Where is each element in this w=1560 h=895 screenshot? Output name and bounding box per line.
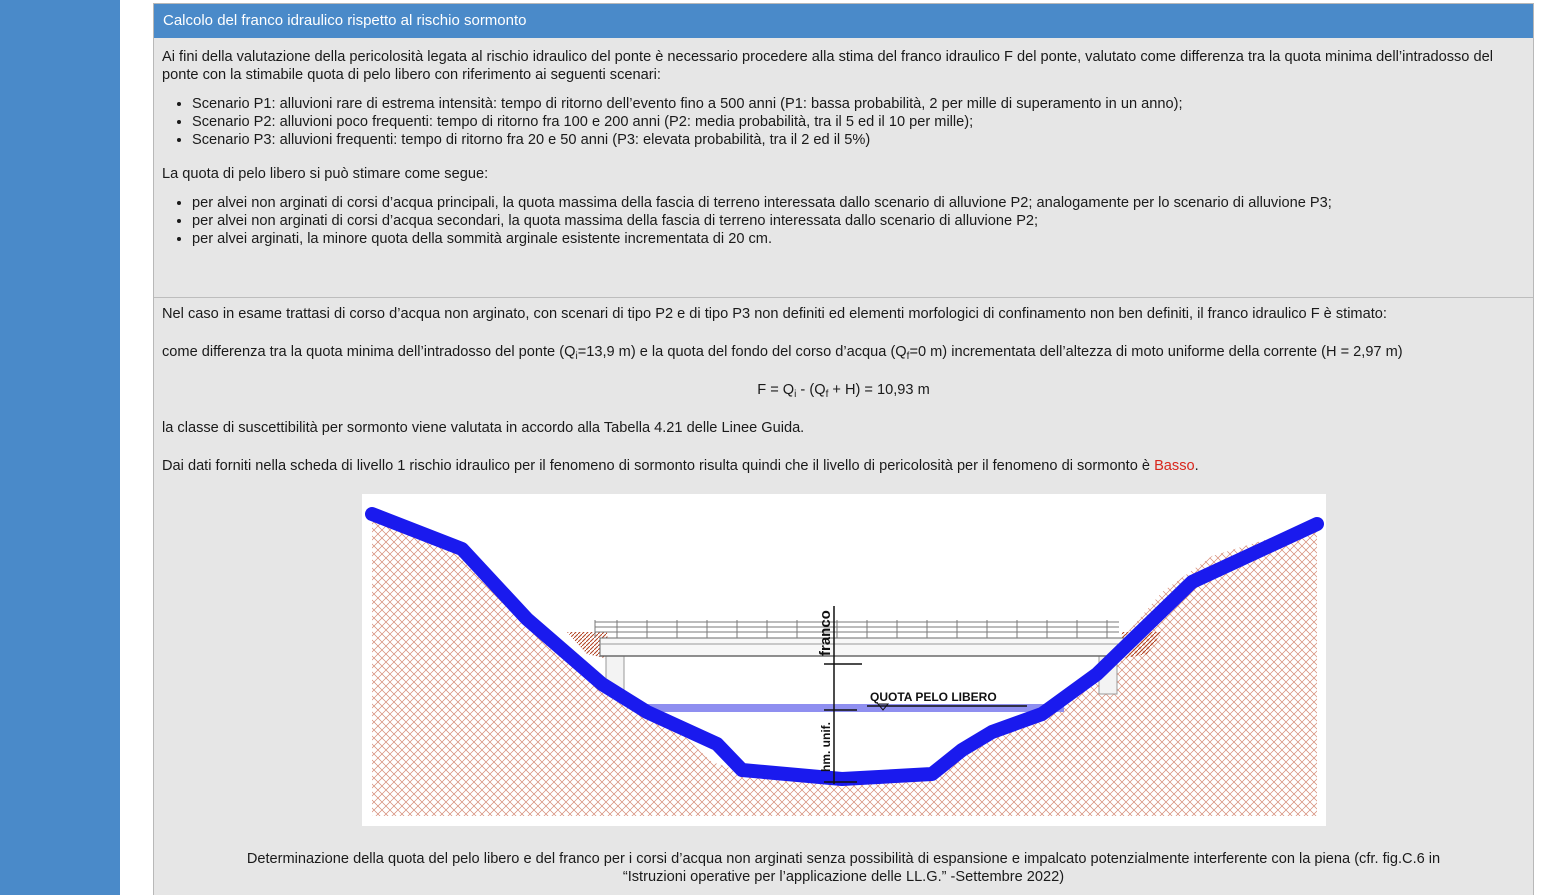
panel-header [154, 4, 1533, 38]
formula: $F = Q_i - (Q_f + H) = 10,93$ m [757, 382, 930, 400]
panel-title: Calcolo del franco idraulico rispetto al rischio sormonto [163, 12, 527, 29]
hm-unif-label: hm. unif. [819, 722, 833, 772]
list-item: • Scenario P3: alluvioni frequenti: tempo di ritorno fra 20 e 50 anni (P3: elevata probabilità, tra il 2 ed il 5%) [192, 131, 1525, 149]
intro-section [154, 38, 1533, 297]
intro-paragraph: Ai fini della valutazione della pericolosità legata al rischio idraulico del ponte è necessario procedere alla stima del franco idraulico F del ponte, valutato come differenza tra la quota minima dell’intradosso del ponte con la stimabile quota di pelo libero con riferimento ai seguenti scenari: [162, 49, 1493, 83]
list-item: • Scenario P1: alluvioni rare di estrema intensità: tempo di ritorno dell’evento fino a 500 anni (P1: bassa probabilità, 2 per mille di superamento in un anno); [192, 95, 1525, 113]
list-item: • per alvei non arginati di corsi d’acqua principali, la quota massima della fascia di terreno interessata dallo scenario di alluvione P2; analogamente per lo scenario di alluvione P3; [192, 194, 1525, 212]
analysis-section [154, 298, 1533, 475]
left-sidebar [0, 0, 120, 895]
result-text: Dai dati forniti nella scheda di livello 1 rischio idraulico per il fenomeno di sormonto risulta quindi che il livello di pericolosità per il fenomeno di sormonto è Basso. [162, 458, 1199, 474]
bridge-deck [600, 638, 1124, 656]
estimate-list [162, 194, 1525, 248]
scenario-list [162, 95, 1525, 149]
content-panel [153, 3, 1534, 895]
estimate-label: La quota di pelo libero si può stimare come segue: [162, 166, 489, 182]
water-surface [644, 704, 1064, 712]
caption-line-1: Determinazione della quota del pelo libero e del franco per i corsi d’acqua non arginati senza possibilità di espansione e impalcato potenzialmente interferente con la piena (cfr. fig.C.6 in [246, 851, 1441, 867]
class-text: la classe di suscettibilità per sormonto viene valutata in accordo alla Tabella 4.21 delle Linee Guida. [162, 420, 805, 436]
list-item: • Scenario P2: alluvioni poco frequenti: tempo di ritorno fra 100 e 200 anni (P2: media probabilità, tra il 5 ed il 10 per mille); [192, 113, 1525, 131]
quota-pelo-libero-label: QUOTA PELO LIBERO [870, 690, 997, 704]
case-text: Nel caso in esame trattasi di corso d’acqua non arginato, con scenari di tipo P2 e di tipo P3 non definiti ed elementi morfologici di confinamento non ben definiti, il franco idraulico F è stimato: [162, 306, 1387, 322]
caption-line-2: “Istruzioni operative per l’applicazione delle LL.G.” -Settembre 2022) [622, 869, 1065, 885]
riverbed-diagram [362, 494, 1326, 826]
difference-text: come differenza tra la quota minima dell’intradosso del ponte ($Q_i=13,9$ m) e la quota del fondo del corso d’acqua ($Q_f=0$ m) incrementata dell’altezza di moto uniforme della corrente (H = 2,97 m) [162, 344, 1403, 362]
franco-label: franco [817, 610, 834, 656]
list-item: • per alvei arginati, la minore quota della sommità arginale esistente incrementata di 20 cm. [192, 230, 1525, 248]
list-item: • per alvei non arginati di corsi d’acqua secondari, la quota massima della fascia di terreno interessata dallo scenario di alluvione P2; [192, 212, 1525, 230]
risk-level-value: Basso [1154, 458, 1195, 474]
figure-caption [154, 850, 1533, 886]
